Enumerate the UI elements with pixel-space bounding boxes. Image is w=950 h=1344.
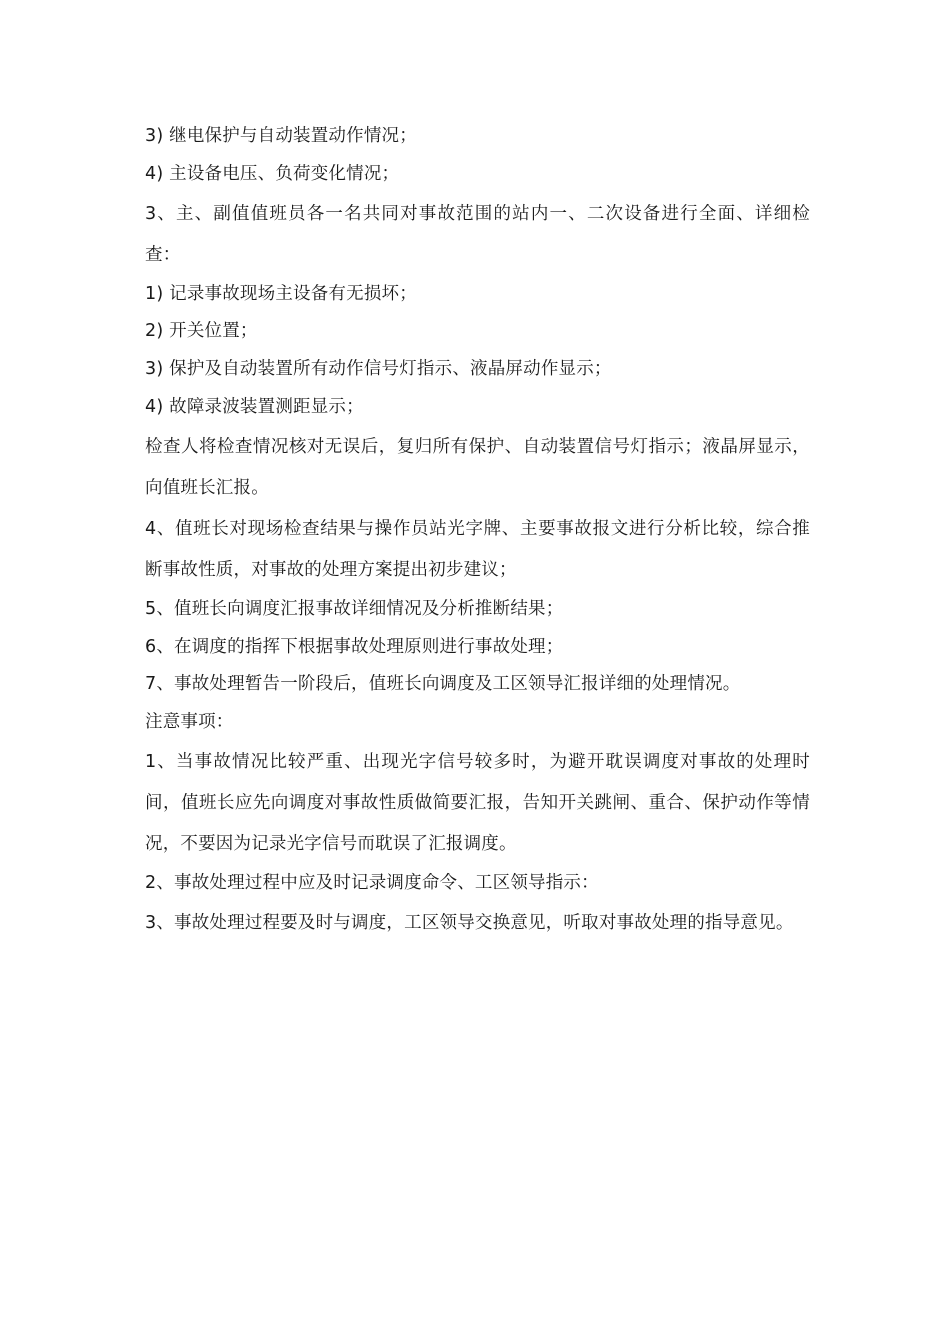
paragraph-step-4-analysis: 4、值班长对现场检查结果与操作员站光字牌、主要事故报文进行分析比较，综合推断事故性质，对事故的处理方案提出初步建议； xyxy=(145,518,810,580)
paragraph-note-1: 1、当事故情况比较严重、出现光字信号较多时，为避开耽误调度对事故的处理时间，值班长应先向调度对事故性质做简要汇报，告知开关跳闸、重合、保护动作等情况，不要因为记录光字信号而耽误了汇报调度。 xyxy=(145,751,810,854)
paragraph-record-damage: 1) 记录事故现场主设备有无损坏； xyxy=(145,283,417,304)
paragraph-relay-protection: 3) 继电保护与自动装置动作情况； xyxy=(145,126,417,146)
paragraph-step-6-handling: 6、在调度的指挥下根据事故处理原则进行事故处理； xyxy=(145,636,564,657)
paragraph-switch-position: 2) 开关位置； xyxy=(145,321,258,342)
paragraph-inspector-report: 检查人将检查情况核对无误后，复归所有保护、自动装置信号灯指示；液晶屏显示，向值班长汇报。 xyxy=(145,436,810,498)
paragraph-note-2: 2、事故处理过程中应及时记录调度命令、工区领导指示： xyxy=(145,872,599,893)
heading-notes: 注意事项： xyxy=(145,712,234,733)
paragraph-step-7-summary: 7、事故处理暂告一阶段后，值班长向调度及工区领导汇报详细的处理情况。 xyxy=(145,674,741,695)
paragraph-note-3: 3、事故处理过程要及时与调度，工区领导交换意见，听取对事故处理的指导意见。 xyxy=(145,912,794,933)
paragraph-step-3-inspection: 3、主、副值值班员各一名共同对事故范围的站内一、二次设备进行全面、详细检查： xyxy=(145,203,810,265)
paragraph-protection-signals: 3) 保护及自动装置所有动作信号灯指示、液晶屏动作显示； xyxy=(145,359,612,380)
paragraph-main-equipment-voltage: 4) 主设备电压、负荷变化情况； xyxy=(145,163,400,184)
paragraph-fault-recorder: 4) 故障录波装置测距显示； xyxy=(145,396,364,417)
document-body xyxy=(145,118,810,944)
paragraph-step-5-report: 5、值班长向调度汇报事故详细情况及分析推断结果； xyxy=(145,598,564,619)
